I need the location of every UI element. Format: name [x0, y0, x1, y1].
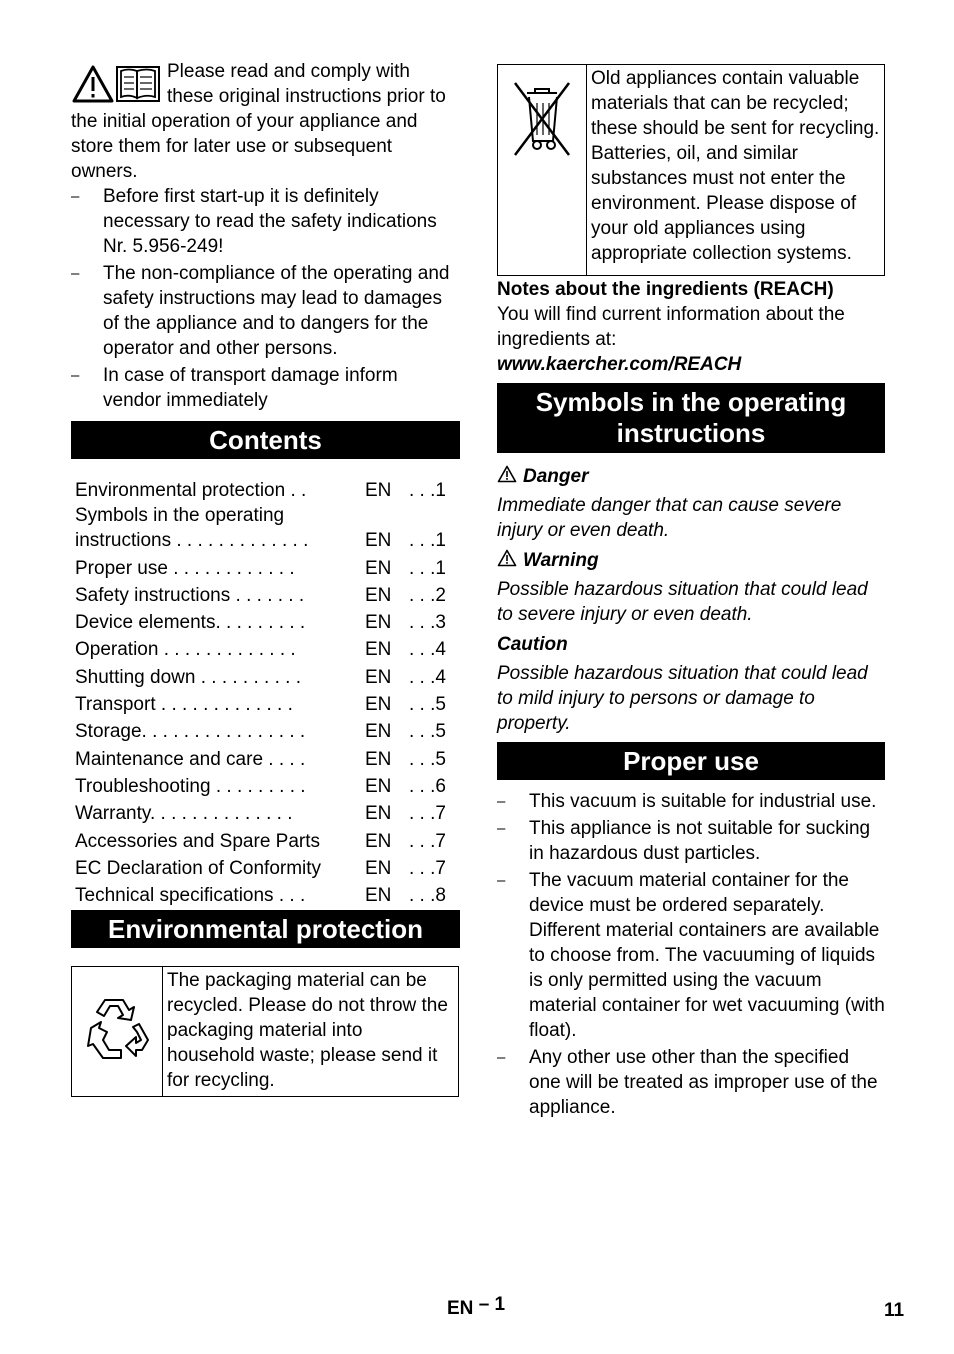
- reach-heading: Notes about the ingredients (REACH): [497, 279, 834, 300]
- recycle-icon: [77, 988, 157, 1068]
- toc-row[interactable]: [75, 744, 460, 771]
- footer-section-page: – 1: [478, 1294, 506, 1315]
- proper-use-list: [497, 789, 885, 1122]
- danger-label-row: [497, 464, 885, 489]
- toc-page: . . .1: [409, 530, 446, 552]
- environmental-protection-heading: Environmental protection: [71, 910, 460, 948]
- toc-title[interactable]: Storage. . . . . . . . . . . . . . . .: [75, 721, 306, 743]
- contents-heading: Contents: [71, 421, 460, 459]
- toc-page: . . .4: [409, 666, 446, 688]
- toc-title[interactable]: Warranty. . . . . . . . . . . . . .: [75, 803, 293, 825]
- toc-page: . . .6: [409, 775, 446, 797]
- list-item: – This vacuum is suitable for industrial use.: [497, 789, 885, 814]
- list-item: – In case of transport damage inform vendor immediately: [71, 363, 460, 413]
- toc-title[interactable]: Transport . . . . . . . . . . . . .: [75, 694, 293, 716]
- warning-label: Warning: [523, 550, 599, 571]
- reach-link[interactable]: www.kaercher.com/REACH: [497, 354, 742, 375]
- warning-text: Possible hazardous situation that could lead to severe injury or even death.: [497, 579, 868, 625]
- toc-title[interactable]: Symbols in the operating instructions . . . . . . . . . . . . .: [75, 505, 309, 552]
- bin-icon-cell: [498, 65, 587, 276]
- toc-lang: EN: [365, 721, 392, 743]
- reach-text: You will find current information about the ingredients at:: [497, 304, 845, 350]
- toc-title[interactable]: Operation . . . . . . . . . . . . .: [75, 639, 296, 661]
- toc-row[interactable]: [75, 635, 460, 662]
- old-appliances-box: [497, 64, 885, 276]
- toc-lang: EN: [365, 748, 392, 770]
- toc-row[interactable]: [75, 772, 460, 799]
- toc-lang: EN: [365, 803, 392, 825]
- proper-use-heading: Proper use: [497, 742, 885, 780]
- toc-row[interactable]: [75, 826, 460, 853]
- toc-title[interactable]: Technical specifications . . .: [75, 885, 306, 907]
- warning-label-row: [497, 548, 885, 573]
- packaging-box: [71, 966, 459, 1097]
- danger-label: Danger: [523, 466, 589, 487]
- toc-row[interactable]: [75, 881, 460, 908]
- toc-row[interactable]: [75, 854, 460, 881]
- toc-page: . . .7: [409, 803, 446, 825]
- toc-lang: EN: [365, 694, 392, 716]
- toc-lang: EN: [365, 639, 392, 661]
- toc-lang: EN: [365, 666, 392, 688]
- intro-section: [71, 59, 460, 415]
- list-item: – Any other use other than the specified one will be treated as improper use of the appliance.: [497, 1045, 885, 1120]
- footer-section: EN: [447, 1298, 474, 1319]
- toc-page: . . .2: [409, 584, 446, 606]
- warning-manual-icon: [71, 61, 163, 107]
- toc-row[interactable]: [75, 662, 460, 689]
- toc-row[interactable]: [75, 476, 460, 503]
- toc-page: . . .3: [409, 612, 446, 634]
- danger-warning-icon: [497, 465, 517, 483]
- footer-section-label: [447, 1296, 505, 1321]
- toc-page: . . .5: [409, 721, 446, 743]
- toc-title[interactable]: Proper use . . . . . . . . . . . .: [75, 557, 295, 579]
- toc-lang: EN: [365, 885, 392, 907]
- toc-lang: EN: [365, 857, 392, 879]
- caution-text: Possible hazardous situation that could lead to mild injury to persons or damage to property.: [497, 663, 868, 734]
- toc-title[interactable]: Shutting down . . . . . . . . . .: [75, 666, 301, 688]
- danger-text: Immediate danger that can cause severe injury or even death.: [497, 495, 842, 541]
- toc-page: . . .5: [409, 748, 446, 770]
- table-of-contents: [75, 476, 460, 908]
- toc-title[interactable]: Accessories and Spare Parts: [75, 830, 321, 852]
- toc-page: . . .5: [409, 694, 446, 716]
- toc-row[interactable]: [75, 717, 460, 744]
- packaging-text: The packaging material can be recycled. Please do not throw the packaging material into household waste; please send it for recycling.: [163, 967, 459, 1097]
- toc-title[interactable]: Maintenance and care . . . .: [75, 748, 306, 770]
- toc-row[interactable]: [75, 799, 460, 826]
- toc-page: . . .7: [409, 857, 446, 879]
- list-item: – The vacuum material container for the device must be ordered separately. Different material containers are available to choose from. The vacuuming of liquids is only permitted using the vacuum material container for wet vacuuming (with float).: [497, 868, 885, 1043]
- toc-title[interactable]: Safety instructions . . . . . . .: [75, 584, 305, 606]
- toc-row[interactable]: [75, 581, 460, 608]
- list-item: – Before first start-up it is definitely necessary to read the safety indications Nr. 5.956-249!: [71, 184, 460, 259]
- toc-lang: EN: [365, 530, 392, 552]
- recycle-icon-cell: [72, 967, 163, 1097]
- toc-title[interactable]: Troubleshooting . . . . . . . . .: [75, 775, 306, 797]
- toc-page: . . .4: [409, 639, 446, 661]
- toc-title[interactable]: Environmental protection . .: [75, 480, 307, 502]
- toc-row[interactable]: [75, 690, 460, 717]
- old-appliances-text: Old appliances contain valuable materials that can be recycled; these should be sent for recycling. Batteries, oil, and similar substances must not enter the environment. Please dispose of your old appliances using appropriate collection systems.: [587, 65, 885, 276]
- intro-bullet-list: [71, 184, 460, 413]
- toc-lang: EN: [365, 480, 392, 502]
- toc-page: . . .7: [409, 830, 446, 852]
- toc-lang: EN: [365, 584, 392, 606]
- toc-lang: EN: [365, 775, 392, 797]
- toc-title[interactable]: Device elements. . . . . . . . .: [75, 612, 306, 634]
- toc-lang: EN: [365, 557, 392, 579]
- symbols-heading: [497, 383, 885, 453]
- page-number: 11: [884, 1300, 905, 1321]
- symbols-heading-text: Symbols in the operating instructions: [535, 387, 847, 448]
- toc-row[interactable]: [75, 553, 460, 580]
- list-item: – This appliance is not suitable for sucking in hazardous dust particles.: [497, 816, 885, 866]
- toc-lang: EN: [365, 830, 392, 852]
- intro-text: Please read and comply with these original instructions prior to the initial operation of your appliance and store them for later use or subsequent owners.: [71, 61, 446, 182]
- toc-page: . . .1: [409, 480, 446, 502]
- caution-label: Caution: [497, 634, 568, 655]
- toc-page: . . .1: [409, 557, 446, 579]
- crossed-out-bin-icon: [507, 77, 577, 157]
- toc-row[interactable]: [75, 503, 460, 553]
- list-item: – The non-compliance of the operating and safety instructions may lead to damages of the appliance and to dangers for the operator and other persons.: [71, 261, 460, 361]
- toc-page: . . .8: [409, 885, 446, 907]
- warning-icon: [497, 549, 517, 567]
- intro-icons: [71, 61, 163, 107]
- toc-lang: EN: [365, 612, 392, 634]
- toc-title[interactable]: EC Declaration of Conformity: [75, 857, 322, 879]
- toc-row[interactable]: [75, 608, 460, 635]
